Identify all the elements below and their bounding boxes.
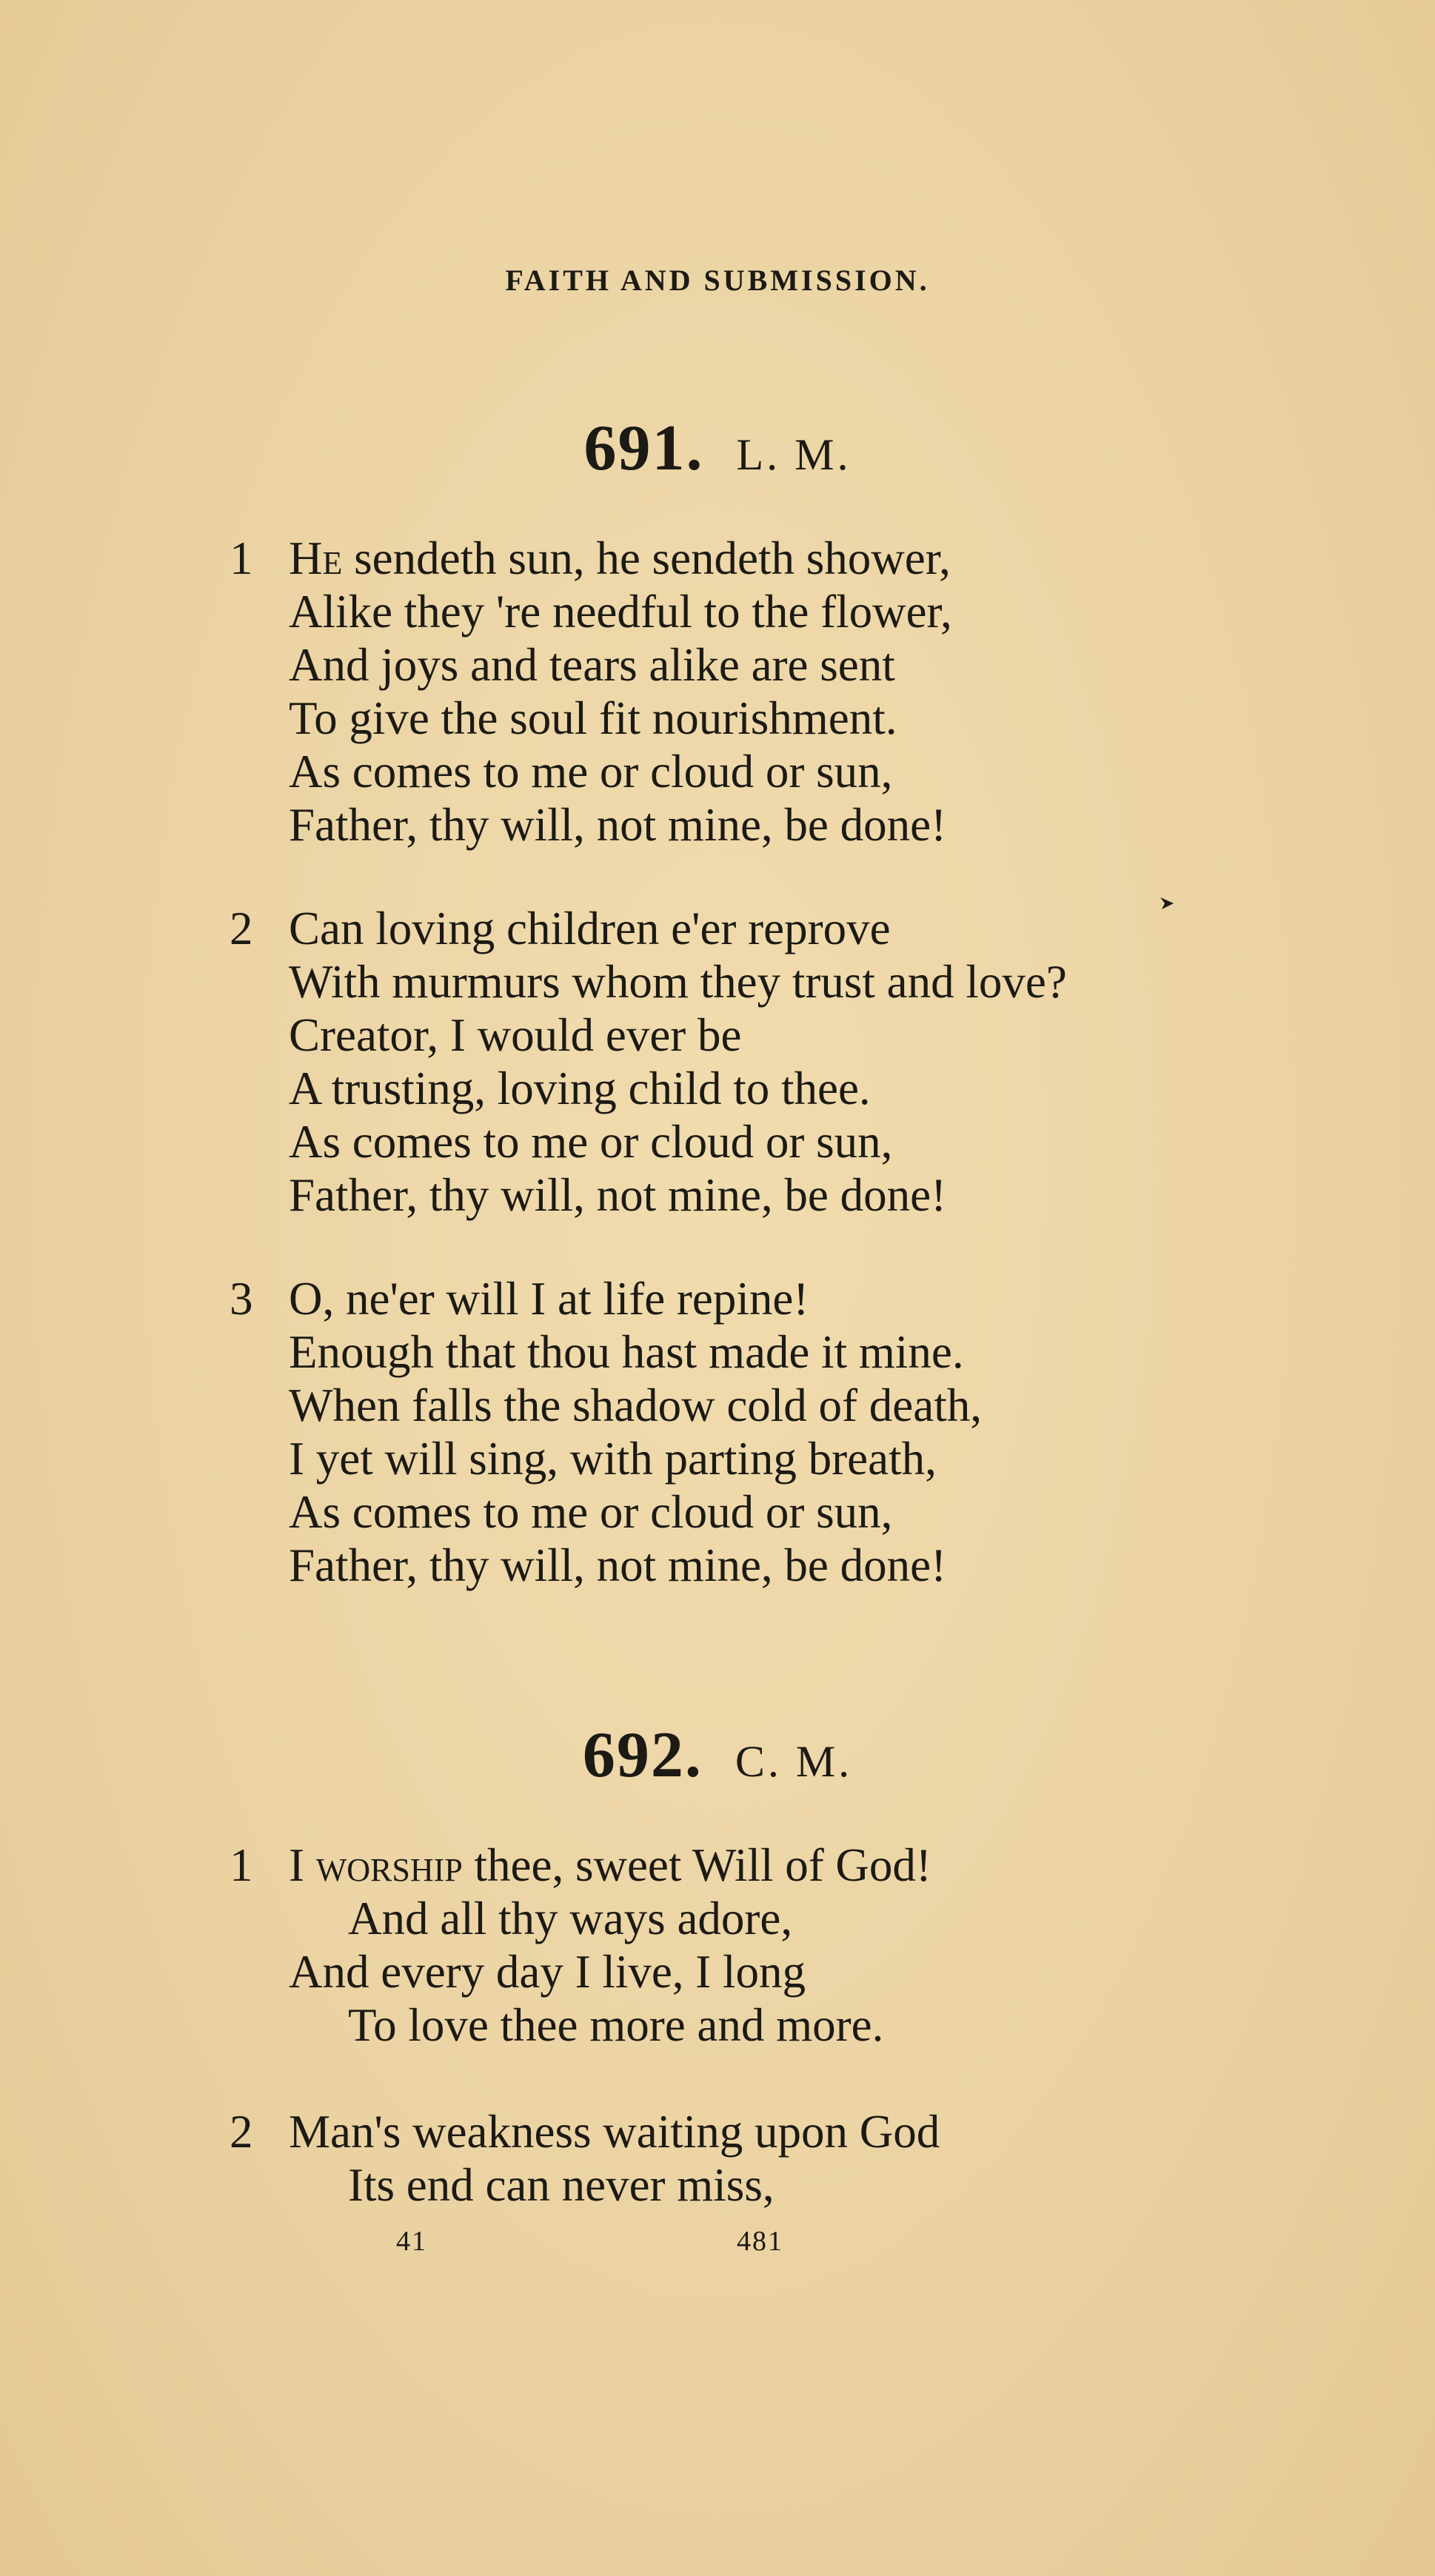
verse-line: As comes to me or cloud or sun,	[289, 1486, 893, 1538]
hymn-meter: C. M.	[735, 1737, 853, 1786]
verse-line: Enough that thou hast made it mine.	[289, 1326, 964, 1378]
verse-number: 2	[230, 903, 253, 954]
verse-line: O, ne'er will I at life repine!	[289, 1273, 809, 1325]
verse-number: 1	[230, 532, 253, 584]
ink-mark-icon	[1159, 894, 1175, 911]
verse-line-rest: sendeth sun, he sendeth shower,	[342, 532, 951, 584]
verse-line: Can loving children e'er reprove	[289, 903, 891, 954]
verse-line: Father, thy will, not mine, be done!	[289, 799, 947, 851]
hymn-meter: L. M.	[736, 430, 852, 479]
verse-line: Its end can never miss,	[348, 2159, 775, 2211]
verse-line: To love thee more and more.	[348, 1999, 884, 2051]
verse-line: Man's weakness waiting upon God	[289, 2106, 940, 2158]
verse-line: And every day I live, I long	[289, 1946, 806, 1998]
verse-number: 1	[230, 1839, 253, 1891]
verse-line: A trusting, loving child to thee.	[289, 1063, 871, 1114]
verse-number: 3	[230, 1273, 253, 1325]
page-number: 481	[737, 2226, 783, 2257]
running-head: FAITH AND SUBMISSION.	[505, 264, 930, 297]
hymn-header-692	[0, 1718, 1435, 1793]
hymn-header-691	[0, 411, 1435, 486]
verse-line: Father, thy will, not mine, be done!	[289, 1539, 947, 1591]
verse-number: 2	[230, 2106, 253, 2158]
verse-line: Creator, I would ever be	[289, 1009, 742, 1061]
verse-line: As comes to me or cloud or sun,	[289, 746, 893, 797]
verse-line-rest: thee, sweet Will of God!	[462, 1839, 931, 1891]
verse-first-word: He	[289, 532, 343, 584]
verse-line: I yet will sing, with parting breath,	[289, 1433, 937, 1485]
verse-line	[289, 1839, 931, 1891]
verse-line: Alike they 're needful to the flower,	[289, 586, 952, 638]
verse-line: Father, thy will, not mine, be done!	[289, 1169, 947, 1221]
verse-line: And all thy ways adore,	[348, 1893, 793, 1944]
verse-line: As comes to me or cloud or sun,	[289, 1116, 893, 1168]
signature-mark: 41	[396, 2226, 427, 2257]
hymn-number: 691.	[583, 412, 704, 484]
verse-line: To give the soul fit nourishment.	[289, 692, 897, 744]
verse-line	[289, 532, 951, 584]
hymn-number: 692.	[582, 1719, 703, 1791]
verse-line: And joys and tears alike are sent	[289, 639, 895, 691]
verse-first-word: I worship	[289, 1839, 463, 1891]
verse-line: When falls the shadow cold of death,	[289, 1379, 982, 1431]
verse-line: With murmurs whom they trust and love?	[289, 956, 1067, 1008]
